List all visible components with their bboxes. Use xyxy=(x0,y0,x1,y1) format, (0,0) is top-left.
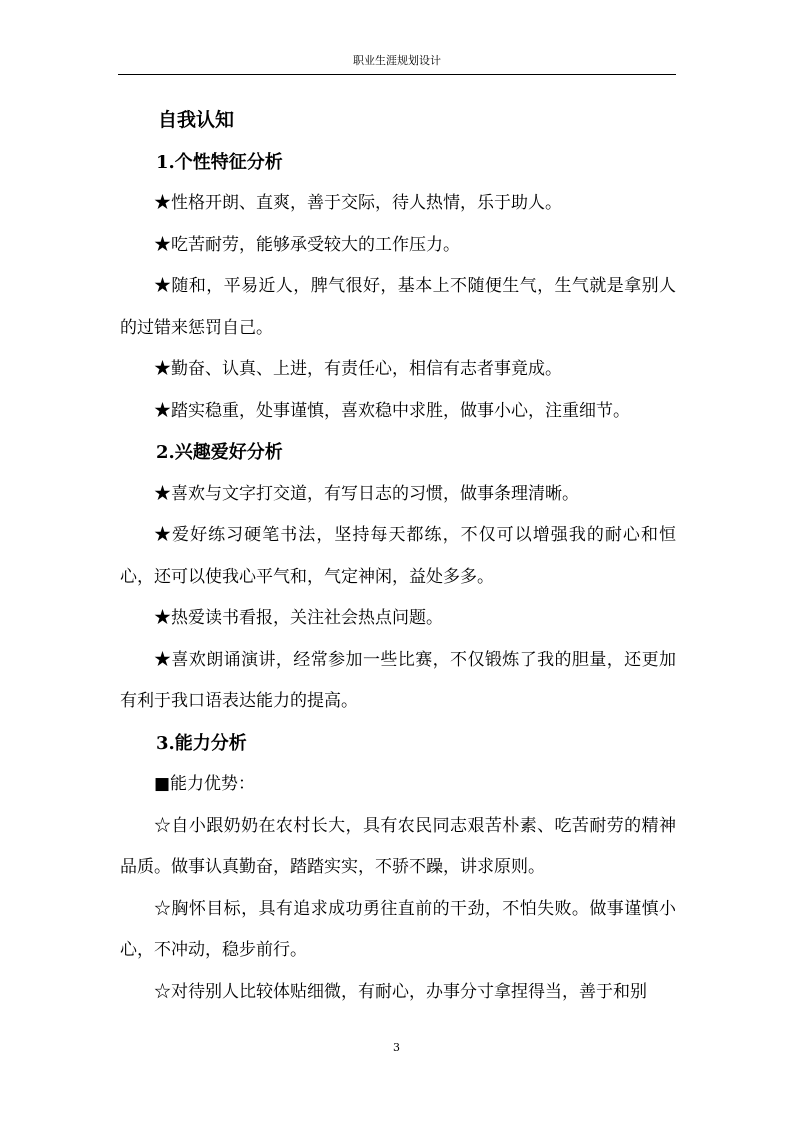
heading-ability: 3.能力分析 xyxy=(156,732,247,754)
header-title: 职业生涯规划设计 xyxy=(353,54,441,67)
paragraph: ■能力优势： xyxy=(154,774,256,794)
document-body xyxy=(120,100,676,1013)
paragraph: ★随和，平易近人，脾气很好，基本上不随便生气，生气就是拿别人的过错来惩罚自己。 xyxy=(120,276,676,338)
paragraph: ★喜欢与文字打交道，有写日志的习惯，做事条理清晰。 xyxy=(154,483,579,504)
paragraph: ☆对待别人比较体贴细微，有耐心，办事分寸拿捏得当，善于和别 xyxy=(154,981,647,1002)
paragraph: ★喜欢朗诵演讲，经常参加一些比赛，不仅锻炼了我的胆量，还更加有利于我口语表达能力的提高。 xyxy=(120,649,676,711)
page-header xyxy=(118,52,676,75)
paragraph: ★吃苦耐劳，能够承受较大的工作压力。 xyxy=(154,234,460,255)
section-title: 自我认知 xyxy=(158,109,235,131)
paragraph: ★热爱读书看报，关注社会热点问题。 xyxy=(154,608,443,628)
paragraph: ★踏实稳重，处事谨慎，喜欢稳中求胜，做事小心，注重细节。 xyxy=(154,400,630,421)
paragraph: ☆胸怀目标，具有追求成功勇往直前的干劲，不怕失败。做事谨慎小心，不冲动，稳步前行。 xyxy=(120,898,676,960)
heading-interests: 2.兴趣爱好分析 xyxy=(156,442,283,463)
paragraph: ★爱好练习硬笔书法，坚持每天都练，不仅可以增强我的耐心和恒心，还可以使我心平气和，气定神闲，益处多多。 xyxy=(120,525,676,587)
paragraph: ★勤奋、认真、上进，有责任心，相信有志者事竟成。 xyxy=(154,359,562,379)
paragraph: ★性格开朗、直爽，善于交际，待人热情，乐于助人。 xyxy=(154,193,562,213)
page-number: 3 xyxy=(393,1041,400,1054)
heading-personality: 1.个性特征分析 xyxy=(156,151,283,173)
paragraph: ☆自小跟奶奶在农村长大，具有农民同志艰苦朴素、吃苦耐劳的精神品质。做事认真勤奋，踏踏实实，不骄不躁，讲求原则。 xyxy=(120,815,676,877)
